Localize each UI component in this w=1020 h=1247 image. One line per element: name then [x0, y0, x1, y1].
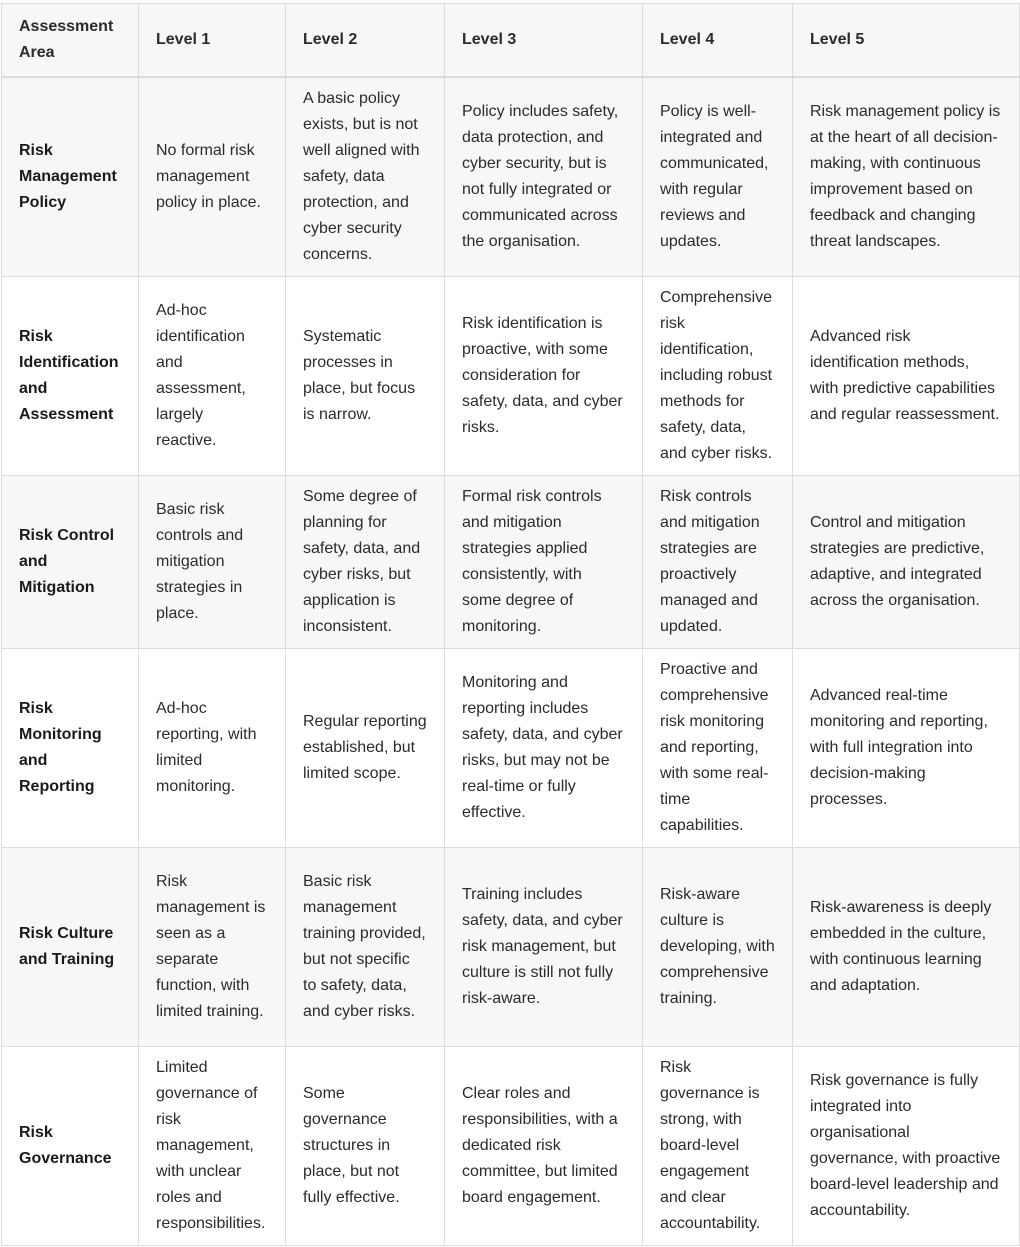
table-cell: Control and mitigation strategies are predictive, adaptive, and integrated across the organisation.: [793, 475, 1020, 648]
row-area-label: Risk Management Policy: [2, 77, 139, 276]
table-cell: Formal risk controls and mitigation strategies applied consistently, with some degree of monitoring.: [445, 475, 643, 648]
table-cell: Comprehensive risk identification, including robust methods for safety, data, and cyber risks.: [643, 276, 793, 475]
table-row: [2, 77, 1020, 276]
row-area-label: Risk Identification and Assessment: [2, 276, 139, 475]
header-level-2: Level 2: [286, 4, 445, 78]
header-level-5: Level 5: [793, 4, 1020, 78]
row-area-label: Risk Governance: [2, 1046, 139, 1245]
table-cell: Some governance structures in place, but not fully effective.: [286, 1046, 445, 1245]
table-cell: Risk controls and mitigation strategies are proactively managed and updated.: [643, 475, 793, 648]
table-row: [2, 847, 1020, 1046]
table-row: [2, 1046, 1020, 1245]
table-cell: Proactive and comprehensive risk monitoring and reporting, with some real-time capabilities.: [643, 648, 793, 847]
table-row: [2, 648, 1020, 847]
header-level-1: Level 1: [139, 4, 286, 78]
table-cell: Monitoring and reporting includes safety, data, and cyber risks, but may not be real-time or fully effective.: [445, 648, 643, 847]
table-cell: Risk-awareness is deeply embedded in the culture, with continuous learning and adaptation.: [793, 847, 1020, 1046]
table-cell: Risk governance is fully integrated into organisational governance, with proactive board-level leadership and accountability.: [793, 1046, 1020, 1245]
table-row: [2, 276, 1020, 475]
table-cell: Advanced risk identification methods, with predictive capabilities and regular reassessment.: [793, 276, 1020, 475]
table-cell: Risk identification is proactive, with some consideration for safety, data, and cyber risks.: [445, 276, 643, 475]
table-cell: Limited governance of risk management, with unclear roles and responsibilities.: [139, 1046, 286, 1245]
table-cell: Policy includes safety, data protection, and cyber security, but is not fully integrated or communicated across the organisation.: [445, 77, 643, 276]
table-cell: Risk management policy is at the heart of all decision-making, with continuous improvement based on feedback and changing threat landscapes.: [793, 77, 1020, 276]
header-level-3: Level 3: [445, 4, 643, 78]
table-header-row: [2, 4, 1020, 78]
header-assessment-area: Assessment Area: [2, 4, 139, 78]
maturity-assessment-table: [1, 3, 1020, 1246]
table-cell: Regular reporting established, but limited scope.: [286, 648, 445, 847]
table-cell: Some degree of planning for safety, data, and cyber risks, but application is inconsistent.: [286, 475, 445, 648]
table-cell: No formal risk management policy in place.: [139, 77, 286, 276]
table-cell: Basic risk management training provided, but not specific to safety, data, and cyber risks.: [286, 847, 445, 1046]
table-cell: Systematic processes in place, but focus is narrow.: [286, 276, 445, 475]
table-cell: Training includes safety, data, and cyber risk management, but culture is still not fully risk-aware.: [445, 847, 643, 1046]
table-row: [2, 475, 1020, 648]
header-level-4: Level 4: [643, 4, 793, 78]
table-cell: A basic policy exists, but is not well aligned with safety, data protection, and cyber security concerns.: [286, 77, 445, 276]
table-cell: Ad-hoc reporting, with limited monitoring.: [139, 648, 286, 847]
table-cell: Basic risk controls and mitigation strategies in place.: [139, 475, 286, 648]
table-cell: Ad-hoc identification and assessment, largely reactive.: [139, 276, 286, 475]
table-cell: Risk governance is strong, with board-level engagement and clear accountability.: [643, 1046, 793, 1245]
row-area-label: Risk Culture and Training: [2, 847, 139, 1046]
row-area-label: Risk Monitoring and Reporting: [2, 648, 139, 847]
row-area-label: Risk Control and Mitigation: [2, 475, 139, 648]
table-cell: Policy is well-integrated and communicated, with regular reviews and updates.: [643, 77, 793, 276]
table-cell: Clear roles and responsibilities, with a dedicated risk committee, but limited board engagement.: [445, 1046, 643, 1245]
table-cell: Risk management is seen as a separate function, with limited training.: [139, 847, 286, 1046]
table-cell: Advanced real-time monitoring and reporting, with full integration into decision-making processes.: [793, 648, 1020, 847]
table-cell: Risk-aware culture is developing, with comprehensive training.: [643, 847, 793, 1046]
